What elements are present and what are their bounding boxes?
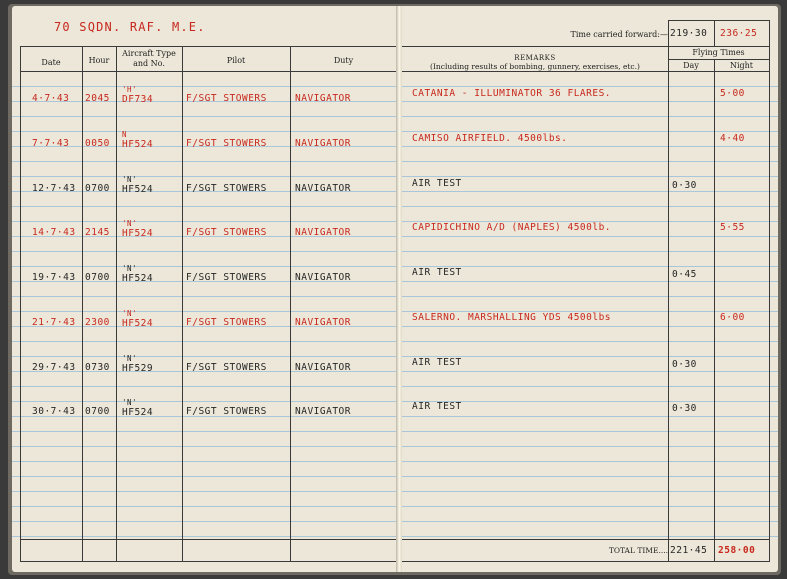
entry-duty: NAVIGATOR	[295, 362, 351, 373]
right-page	[402, 6, 778, 572]
entry-night-time: 6·00	[720, 312, 745, 323]
carried-night: 236·25	[720, 28, 758, 39]
entry-hour: 2045	[85, 93, 110, 104]
entry-duty: NAVIGATOR	[295, 93, 351, 104]
entry-remarks: AIR TEST	[412, 178, 462, 189]
entry-aircraft-code: 'N'	[122, 354, 138, 363]
entry-day-time: 0·45	[672, 269, 697, 280]
entry-date: 29·7·43	[32, 362, 76, 373]
col-night-header: Night	[729, 61, 754, 70]
col-hour-header: Hour	[88, 56, 110, 65]
entry-day-time: 0·30	[672, 359, 697, 370]
entry-hour: 2145	[85, 227, 110, 238]
entry-duty: NAVIGATOR	[295, 317, 351, 328]
entry-night-time: 4·40	[720, 133, 745, 144]
entry-night-time: 5·55	[720, 222, 745, 233]
entry-date: 21·7·43	[32, 317, 76, 328]
entry-pilot: F/SGT STOWERS	[186, 93, 267, 104]
entry-aircraft-number: HF524	[122, 139, 154, 150]
entry-date: 7·7·43	[32, 138, 70, 149]
entry-hour: 0730	[85, 362, 110, 373]
entry-aircraft-number: HF529	[122, 363, 154, 374]
entry-date: 14·7·43	[32, 227, 76, 238]
entry-remarks: AIR TEST	[412, 401, 462, 412]
entry-duty: NAVIGATOR	[295, 183, 351, 194]
entry-remarks: CAMISO AIRFIELD. 4500lbs.	[412, 133, 568, 144]
col-remarks-header: REMARKS	[514, 54, 556, 62]
total-time-label: TOTAL TIME....	[608, 546, 668, 555]
entry-day-time: 0·30	[672, 180, 697, 191]
entry-date: 30·7·43	[32, 406, 76, 417]
entry-aircraft-number: HF524	[122, 273, 154, 284]
entry-duty: NAVIGATOR	[295, 406, 351, 417]
entry-day-time: 0·30	[672, 403, 697, 414]
col-flying-times-header: Flying Times	[692, 48, 745, 57]
col-date-header: Date	[41, 58, 61, 67]
entry-duty: NAVIGATOR	[295, 272, 351, 283]
entry-pilot: F/SGT STOWERS	[186, 227, 267, 238]
entry-pilot: F/SGT STOWERS	[186, 138, 267, 149]
entry-date: 4·7·43	[32, 93, 70, 104]
entry-remarks: AIR TEST	[412, 357, 462, 368]
entry-date: 19·7·43	[32, 272, 76, 283]
entry-aircraft-code: 'N'	[122, 264, 138, 273]
entry-hour: 0700	[85, 272, 110, 283]
total-night: 258·00	[718, 545, 756, 556]
entry-hour: 0050	[85, 138, 110, 149]
col-aircraft-header: Aircraft Type and No.	[122, 49, 176, 68]
entry-aircraft-code: 'N'	[122, 398, 138, 407]
entry-pilot: F/SGT STOWERS	[186, 406, 267, 417]
entry-aircraft-number: HF524	[122, 184, 154, 195]
entry-aircraft-code: 'N'	[122, 219, 138, 228]
entry-aircraft-code: 'N'	[122, 175, 138, 184]
col-remarks-subheader: (Including results of bombing, gunnery, exercises, etc.)	[430, 62, 640, 71]
col-duty-header: Duty	[333, 56, 354, 65]
entry-remarks: SALERNO. MARSHALLING YDS 4500lbs	[412, 312, 612, 323]
carried-day: 219·30	[670, 28, 708, 39]
entry-remarks: AIR TEST	[412, 267, 462, 278]
entry-pilot: F/SGT STOWERS	[186, 183, 267, 194]
entry-aircraft-number: HF524	[122, 318, 154, 329]
entry-aircraft-number: HF524	[122, 407, 154, 418]
entry-date: 12·7·43	[32, 183, 76, 194]
total-day: 221·45	[670, 545, 708, 556]
entry-pilot: F/SGT STOWERS	[186, 272, 267, 283]
entry-aircraft-code: 'N'	[122, 309, 138, 318]
entry-aircraft-code: N	[122, 130, 128, 139]
col-pilot-header: Pilot	[226, 56, 246, 65]
entry-aircraft-code: 'H'	[122, 85, 138, 94]
entry-duty: NAVIGATOR	[295, 138, 351, 149]
entry-hour: 0700	[85, 406, 110, 417]
entry-pilot: F/SGT STOWERS	[186, 362, 267, 373]
entry-hour: 0700	[85, 183, 110, 194]
left-page	[12, 6, 398, 572]
entry-night-time: 5·00	[720, 88, 745, 99]
entry-hour: 2300	[85, 317, 110, 328]
entry-remarks: CAPIDICHINO A/D (NAPLES) 4500lb.	[412, 222, 612, 233]
time-carried-label: Time carried forward:—	[570, 30, 668, 39]
entry-aircraft-number: DF734	[122, 94, 154, 105]
squadron-heading: 70 SQDN. RAF. M.E.	[54, 20, 206, 34]
entry-duty: NAVIGATOR	[295, 227, 351, 238]
entry-pilot: F/SGT STOWERS	[186, 317, 267, 328]
entry-remarks: CATANIA - ILLUMINATOR 36 FLARES.	[412, 88, 612, 99]
col-day-header: Day	[683, 61, 699, 70]
entry-aircraft-number: HF524	[122, 228, 154, 239]
